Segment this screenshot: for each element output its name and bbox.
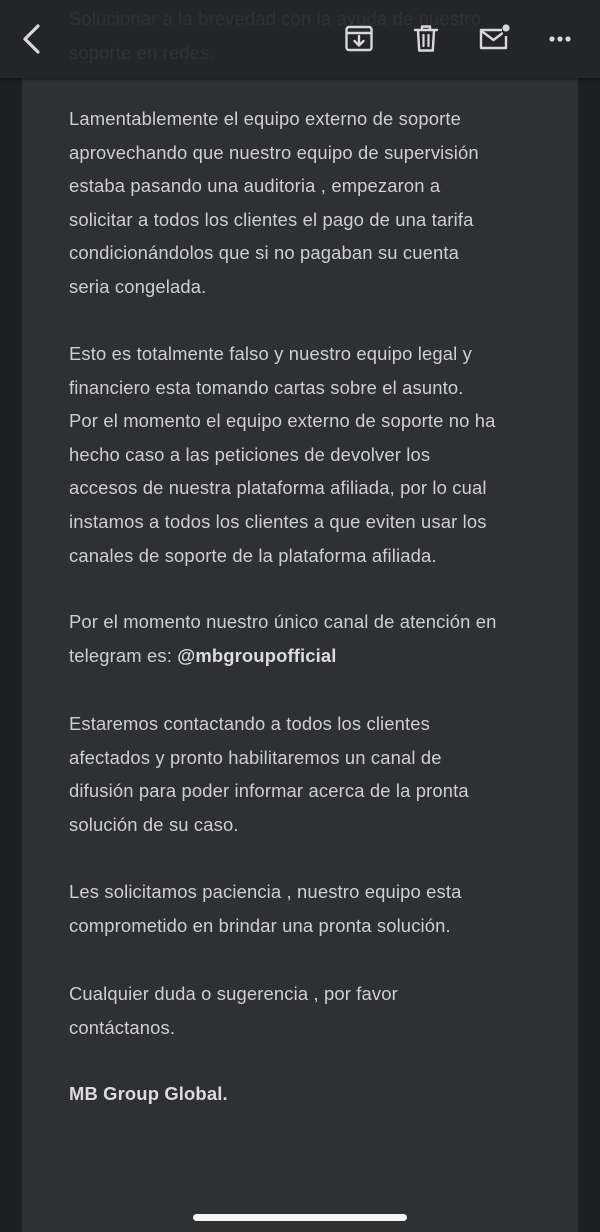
email-paragraph: Lamentablemente el equipo externo de soporte aprovechando que nuestro equipo de supervisión estaba pasando una auditoria , empezaron a solicitar a todos los clientes el pago de una tarifa condicionándolos que si no pagaban su cuenta seria congelada. bbox=[69, 108, 479, 297]
message-toolbar bbox=[0, 0, 600, 78]
email-paragraph: Estaremos contactando a todos los clientes afectados y pronto habilitaremos un canal de difusión para poder informar acerca de la pronta solución de su caso. bbox=[69, 713, 469, 835]
archive-icon bbox=[337, 16, 381, 60]
delete-button[interactable] bbox=[404, 16, 448, 60]
home-indicator[interactable] bbox=[193, 1214, 407, 1221]
email-paragraph: Les solicitamos paciencia , nuestro equipo esta comprometido en brindar una pronta solución. bbox=[69, 881, 462, 936]
more-options-button[interactable] bbox=[538, 16, 582, 60]
chevron-left-icon bbox=[9, 16, 53, 60]
email-paragraph: Cualquier duda o sugerencia , por favor contáctanos. bbox=[69, 983, 398, 1038]
signature-text: MB Group Global. bbox=[69, 1083, 228, 1104]
email-paragraph-telegram bbox=[69, 605, 549, 672]
telegram-handle: @mbgroupofficial bbox=[177, 644, 337, 666]
email-signature bbox=[69, 1077, 549, 1111]
trash-icon bbox=[404, 16, 448, 60]
mail-unread-icon bbox=[471, 16, 515, 60]
telegram-text: Por el momento nuestro único canal de atención en telegram es: bbox=[69, 611, 497, 666]
archive-button[interactable] bbox=[337, 16, 381, 60]
more-horizontal-icon bbox=[538, 16, 582, 60]
email-paragraph: Esto es totalmente falso y nuestro equipo legal y financiero esta tomando cartas sobre el asunto. Por el momento el equipo externo de soporte no ha hecho caso a las peticiones de devolver los accesos de nuestra plataforma afiliada, por lo cual instamos a todos los clientes a que eviten usar los canales de soporte de la plataforma afiliada. bbox=[69, 343, 496, 566]
mark-unread-button[interactable] bbox=[471, 16, 515, 60]
back-button[interactable] bbox=[9, 16, 53, 60]
